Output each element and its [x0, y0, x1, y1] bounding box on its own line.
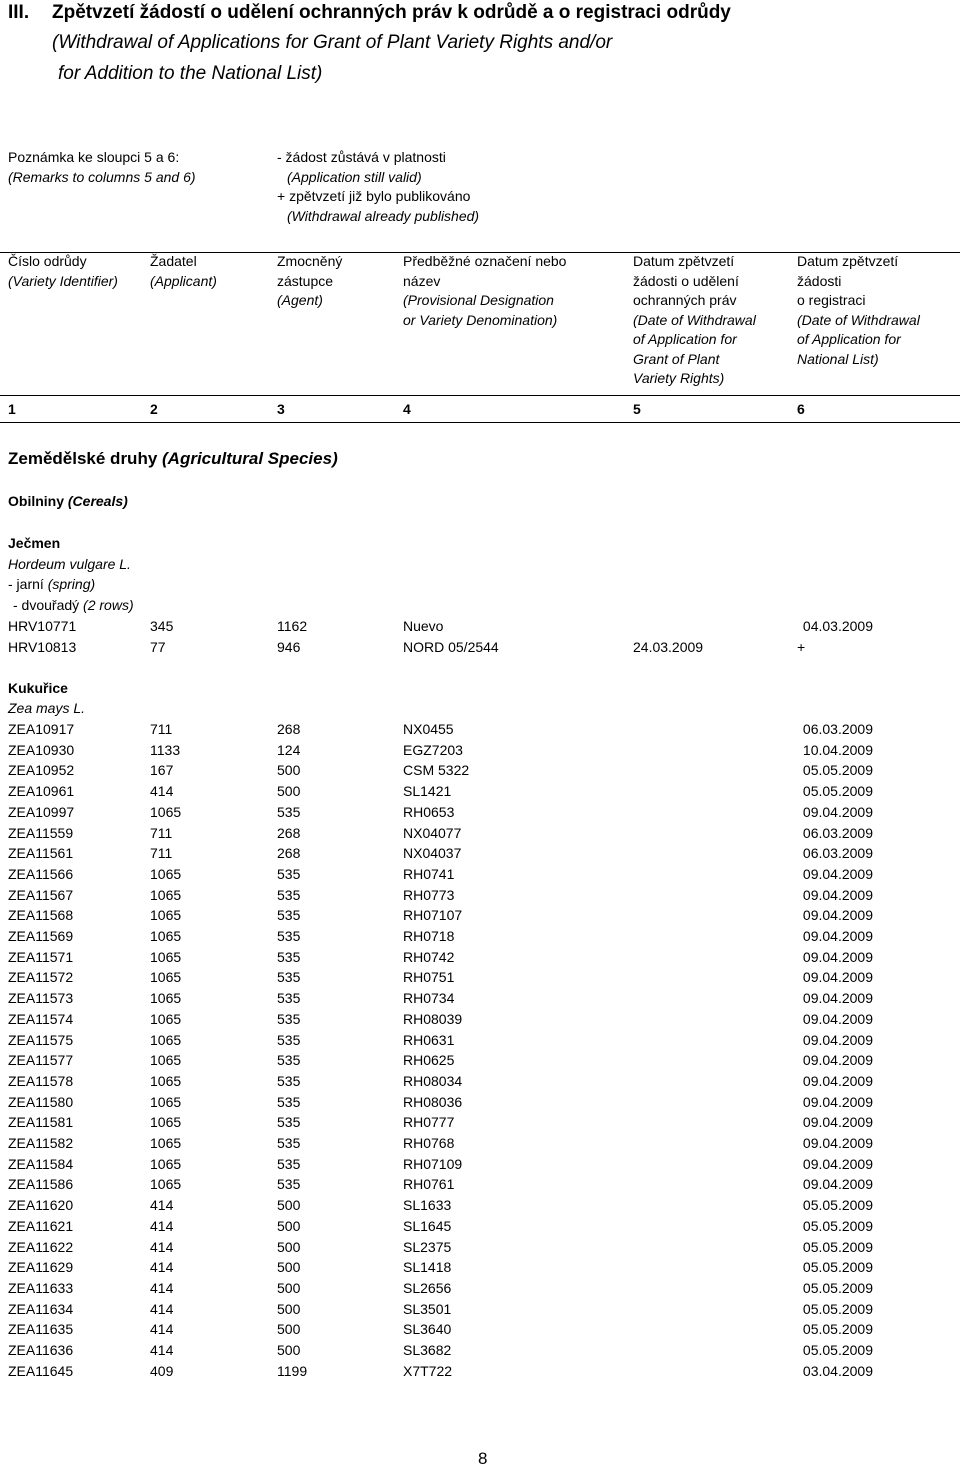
agent-code: 500 — [277, 1279, 301, 1296]
variety-identifier: ZEA11559 — [8, 824, 74, 841]
table-row — [0, 804, 960, 824]
variety-identifier: HRV10813 — [8, 638, 77, 655]
variety-designation: SL1421 — [403, 783, 452, 800]
table-row — [0, 1114, 960, 1134]
variety-designation: RH0773 — [403, 886, 455, 903]
table-row — [0, 1156, 960, 1176]
agent-code: 535 — [277, 803, 301, 820]
variety-identifier: ZEA11635 — [8, 1321, 74, 1338]
table-row — [0, 1363, 960, 1383]
agent-code: 500 — [277, 1217, 301, 1234]
variety-identifier: ZEA10997 — [8, 803, 75, 820]
variety-designation: RH0741 — [403, 865, 455, 882]
agent-code: 535 — [277, 969, 301, 986]
agent-code: 500 — [277, 783, 301, 800]
title-english-line1: (Withdrawal of Applications for Grant of Plant Variety Rights and/or — [52, 32, 613, 53]
applicant-code: 345 — [150, 618, 174, 634]
species-name-barley: Ječmen — [8, 535, 61, 551]
variety-identifier: ZEA11566 — [8, 865, 74, 882]
table-row — [0, 969, 960, 989]
applicant-code: 1065 — [150, 948, 182, 965]
applicant-code: 1065 — [150, 928, 182, 944]
applicant-code: 414 — [150, 1259, 174, 1276]
group-heading-en: (Cereals) — [67, 493, 128, 509]
table-row — [0, 721, 960, 741]
applicant-code: 414 — [150, 1279, 174, 1296]
column-header-4-line2: název — [403, 272, 441, 289]
table-row — [0, 928, 960, 948]
agent-code: 268 — [277, 824, 301, 841]
variety-designation: RH0777 — [403, 1114, 455, 1131]
variety-identifier: ZEA11629 — [8, 1259, 74, 1276]
remark-item2-en: (Withdrawal already published) — [287, 207, 480, 224]
variety-designation: RH0625 — [403, 1052, 455, 1069]
subtype-two-row-en: (2 rows) — [83, 597, 134, 613]
applicant-code: 1065 — [150, 1155, 182, 1172]
column-header-3-en: (Agent) — [277, 292, 323, 308]
applicant-code: 414 — [150, 783, 174, 800]
agent-code: 535 — [277, 1093, 301, 1110]
nl-withdrawal-date: 04.03.2009 — [802, 618, 873, 634]
nl-withdrawal-date: 09.04.2009 — [802, 948, 873, 965]
applicant-code: 1065 — [150, 1052, 182, 1069]
nl-withdrawal-date: 09.04.2009 — [802, 1155, 873, 1172]
column-header-4-en2: or Variety Denomination) — [403, 311, 558, 328]
variety-identifier: ZEA10961 — [8, 783, 75, 800]
column-header-6-en1: (Date of Withdrawal — [797, 311, 920, 328]
table-row — [0, 1218, 960, 1238]
agent-code: 500 — [277, 1300, 301, 1317]
pvr-withdrawal-date: 24.03.2009 — [633, 638, 704, 655]
column-header-5-line2: žádosti o udělení — [633, 272, 739, 289]
agent-code: 535 — [277, 865, 301, 882]
variety-designation: RH0761 — [403, 1176, 455, 1193]
nl-withdrawal-date: 09.04.2009 — [802, 865, 873, 882]
agent-code: 500 — [277, 1342, 301, 1358]
variety-identifier: ZEA11568 — [8, 907, 74, 924]
table-row — [0, 1073, 960, 1093]
variety-identifier: ZEA11573 — [8, 990, 74, 1007]
variety-identifier: ZEA11634 — [8, 1300, 74, 1317]
variety-identifier: ZEA11622 — [8, 1238, 74, 1255]
nl-withdrawal-date: 09.04.2009 — [802, 1093, 873, 1110]
column-header-2 — [150, 252, 217, 291]
variety-identifier: ZEA11636 — [8, 1342, 74, 1358]
nl-withdrawal-date: 05.05.2009 — [802, 1259, 873, 1276]
applicant-code: 1065 — [150, 1135, 182, 1151]
nl-withdrawal-date: 05.05.2009 — [802, 1321, 873, 1338]
variety-designation: RH07107 — [403, 907, 463, 924]
agent-code: 535 — [277, 907, 301, 924]
remark-item2-cz: + zpětvzetí již bylo publikováno — [277, 188, 471, 204]
table-row — [0, 907, 960, 927]
nl-withdrawal-date: + — [797, 638, 806, 655]
table-row — [0, 1259, 960, 1279]
column-header-5-en3: Grant of Plant — [633, 350, 720, 367]
variety-designation: SL2375 — [403, 1238, 452, 1255]
agent-code: 535 — [277, 990, 301, 1007]
group-heading-cz: Obilniny — [8, 493, 64, 509]
column-number-3: 3 — [277, 401, 285, 417]
column-number-4: 4 — [403, 401, 411, 417]
column-number-2: 2 — [150, 401, 158, 417]
nl-withdrawal-date: 03.04.2009 — [802, 1362, 873, 1379]
variety-designation: SL3682 — [403, 1342, 452, 1358]
nl-withdrawal-date: 05.05.2009 — [802, 783, 873, 800]
applicant-code: 414 — [150, 1300, 174, 1317]
column-header-4-en1: (Provisional Designation — [403, 292, 554, 308]
variety-designation: Nuevo — [403, 618, 444, 634]
subtype-spring-cz: - jarní — [8, 576, 44, 592]
table-row — [0, 1280, 960, 1300]
variety-designation: RH0653 — [403, 803, 455, 820]
agent-code: 535 — [277, 1114, 301, 1131]
column-number-5: 5 — [633, 401, 641, 417]
variety-designation: NX04037 — [403, 845, 462, 862]
variety-designation: NX0455 — [403, 721, 454, 737]
nl-withdrawal-date: 06.03.2009 — [802, 824, 873, 841]
variety-identifier: ZEA11575 — [8, 1031, 74, 1048]
variety-designation: SL1633 — [403, 1197, 452, 1214]
table-row — [0, 1094, 960, 1114]
variety-identifier: ZEA11569 — [8, 928, 74, 944]
group-heading — [8, 493, 128, 509]
variety-identifier: ZEA11633 — [8, 1279, 74, 1296]
agent-code: 500 — [277, 762, 301, 779]
table-row — [0, 1032, 960, 1052]
agent-code: 500 — [277, 1197, 301, 1214]
column-header-6-line1: Datum zpětvzetí — [797, 253, 899, 269]
table-row — [0, 639, 960, 659]
applicant-code: 414 — [150, 1217, 174, 1234]
table-row — [0, 1052, 960, 1072]
column-header-6-en2: of Application for — [797, 331, 901, 347]
agent-code: 535 — [277, 1135, 301, 1151]
applicant-code: 414 — [150, 1197, 174, 1214]
nl-withdrawal-date: 09.04.2009 — [802, 1072, 873, 1089]
table-row — [0, 1197, 960, 1217]
table-row — [0, 618, 960, 638]
applicant-code: 1065 — [150, 1072, 182, 1089]
variety-identifier: ZEA11621 — [8, 1217, 74, 1234]
agent-code: 535 — [277, 1176, 301, 1193]
variety-designation: CSM 5322 — [403, 762, 470, 779]
table-row — [0, 1176, 960, 1196]
divider-header — [0, 395, 960, 396]
table-row — [0, 825, 960, 845]
variety-identifier: ZEA11584 — [8, 1155, 74, 1172]
variety-identifier: ZEA11578 — [8, 1072, 74, 1089]
applicant-code: 1065 — [150, 1093, 182, 1110]
column-header-5-en1: (Date of Withdrawal — [633, 311, 756, 328]
variety-identifier: ZEA11574 — [8, 1010, 74, 1027]
column-header-6-en3: National List) — [797, 350, 879, 367]
variety-designation: EGZ7203 — [403, 741, 463, 758]
table-row — [0, 990, 960, 1010]
column-header-6 — [797, 252, 920, 369]
nl-withdrawal-date: 09.04.2009 — [802, 1114, 873, 1131]
applicant-code: 1065 — [150, 1176, 182, 1193]
agent-code: 268 — [277, 721, 301, 737]
variety-identifier: ZEA11582 — [8, 1135, 74, 1151]
variety-designation: RH0768 — [403, 1135, 455, 1151]
variety-designation: SL1418 — [403, 1259, 452, 1276]
variety-designation: SL3501 — [403, 1300, 452, 1317]
nl-withdrawal-date: 05.05.2009 — [802, 1217, 873, 1234]
variety-designation: RH07109 — [403, 1155, 463, 1172]
nl-withdrawal-date: 09.04.2009 — [802, 928, 873, 944]
variety-designation: RH0742 — [403, 948, 455, 965]
nl-withdrawal-date: 09.04.2009 — [802, 969, 873, 986]
applicant-code: 414 — [150, 1342, 174, 1358]
agent-code: 500 — [277, 1259, 301, 1276]
nl-withdrawal-date: 09.04.2009 — [802, 1010, 873, 1027]
variety-designation: NORD 05/2544 — [403, 638, 499, 655]
column-header-4 — [403, 252, 566, 330]
applicant-code: 167 — [150, 762, 174, 779]
agent-code: 535 — [277, 1072, 301, 1089]
remarks-items — [277, 148, 479, 226]
column-header-5-line1: Datum zpětvzetí — [633, 253, 735, 269]
applicant-code: 414 — [150, 1321, 174, 1338]
agent-code: 946 — [277, 638, 301, 655]
variety-identifier: ZEA11561 — [8, 845, 74, 862]
page-number: 8 — [478, 1449, 488, 1468]
agent-code: 268 — [277, 845, 301, 862]
column-numbers-row — [0, 401, 960, 421]
nl-withdrawal-date: 09.04.2009 — [802, 1031, 873, 1048]
applicant-code: 1133 — [150, 741, 181, 758]
variety-designation: RH08039 — [403, 1010, 463, 1027]
variety-identifier: ZEA11580 — [8, 1093, 74, 1110]
table-row — [0, 1239, 960, 1259]
column-header-3-line2: zástupce — [277, 272, 334, 289]
nl-withdrawal-date: 05.05.2009 — [802, 1279, 873, 1296]
variety-identifier: ZEA11620 — [8, 1197, 74, 1214]
applicant-code: 711 — [150, 845, 173, 862]
column-header-2-cz: Žadatel — [150, 253, 197, 269]
applicant-code: 1065 — [150, 865, 182, 882]
variety-designation: RH08036 — [403, 1093, 463, 1110]
column-header-1-cz: Číslo odrůdy — [8, 253, 87, 269]
species-latin-maize: Zea mays L. — [8, 700, 86, 716]
table-row — [0, 783, 960, 803]
nl-withdrawal-date: 05.05.2009 — [802, 1342, 873, 1358]
column-header-3 — [277, 252, 342, 311]
variety-identifier: ZEA10952 — [8, 762, 75, 779]
remarks-label-en: (Remarks to columns 5 and 6) — [8, 168, 196, 185]
column-header-1 — [8, 252, 118, 291]
variety-designation: SL2656 — [403, 1279, 452, 1296]
remark-item1-cz: - žádost zůstává v platnosti — [277, 149, 446, 165]
nl-withdrawal-date: 10.04.2009 — [802, 741, 873, 758]
applicant-code: 1065 — [150, 1031, 182, 1048]
subtype-spring-en: (spring) — [47, 576, 96, 592]
section-heading-en: (Agricultural Species) — [162, 449, 338, 468]
column-header-4-line1: Předběžné označení nebo — [403, 253, 567, 269]
column-header-3-line1: Zmocněný — [277, 253, 343, 269]
variety-identifier: ZEA11586 — [8, 1176, 74, 1193]
variety-designation: SL1645 — [403, 1217, 452, 1234]
nl-withdrawal-date: 06.03.2009 — [802, 845, 873, 862]
variety-identifier: ZEA11581 — [8, 1114, 74, 1131]
nl-withdrawal-date: 09.04.2009 — [802, 1176, 873, 1193]
column-header-5-line3: ochranných práv — [633, 292, 737, 308]
nl-withdrawal-date: 06.03.2009 — [802, 721, 873, 737]
column-header-5-en4: Variety Rights) — [633, 370, 725, 386]
table-row — [0, 1301, 960, 1321]
applicant-code: 1065 — [150, 803, 182, 820]
species-name-maize: Kukuřice — [8, 680, 68, 696]
table-row — [0, 1321, 960, 1341]
nl-withdrawal-date: 09.04.2009 — [802, 1135, 873, 1151]
column-header-6-line3: o registraci — [797, 292, 866, 308]
applicant-code: 711 — [150, 824, 173, 841]
species-latin-barley: Hordeum vulgare L. — [8, 556, 131, 572]
section-heading — [8, 449, 338, 469]
variety-designation: RH0718 — [403, 928, 455, 944]
nl-withdrawal-date: 09.04.2009 — [802, 886, 873, 903]
nl-withdrawal-date: 09.04.2009 — [802, 803, 873, 820]
variety-identifier: ZEA11567 — [8, 886, 74, 903]
agent-code: 535 — [277, 928, 301, 944]
variety-designation: RH0631 — [403, 1031, 455, 1048]
subtype-two-row — [13, 597, 134, 613]
title-english-line2: for Addition to the National List) — [58, 63, 323, 84]
agent-code: 1199 — [277, 1362, 308, 1379]
variety-designation: RH08034 — [403, 1072, 463, 1089]
nl-withdrawal-date: 05.05.2009 — [802, 1300, 873, 1317]
table-row — [0, 1011, 960, 1031]
variety-identifier: ZEA11577 — [8, 1052, 74, 1069]
divider-numbers — [0, 422, 960, 423]
remarks-label-cz: Poznámka ke sloupci 5 a 6: — [8, 149, 180, 165]
nl-withdrawal-date: 05.05.2009 — [802, 1238, 873, 1255]
subtype-two-row-cz: - dvouřadý — [13, 597, 80, 613]
applicant-code: 1065 — [150, 907, 182, 924]
column-number-6: 6 — [797, 401, 805, 417]
agent-code: 124 — [277, 741, 301, 758]
variety-designation: NX04077 — [403, 824, 462, 841]
table-row — [0, 1135, 960, 1155]
column-header-1-en: (Variety Identifier) — [8, 272, 118, 289]
table-row — [0, 762, 960, 782]
agent-code: 535 — [277, 1052, 301, 1069]
variety-identifier: HRV10771 — [8, 618, 77, 634]
agent-code: 1162 — [277, 618, 308, 634]
remark-item1-en: (Application still valid) — [287, 168, 422, 185]
variety-identifier: ZEA10917 — [8, 721, 75, 737]
variety-identifier: ZEA11572 — [8, 969, 74, 986]
table-row — [0, 845, 960, 865]
column-number-1: 1 — [8, 401, 16, 417]
title-czech: Zpětvzetí žádostí o udělení ochranných práv k odrůdě a o registraci odrůdy — [52, 2, 731, 23]
applicant-code: 77 — [150, 638, 166, 655]
section-number: III. — [8, 2, 30, 23]
column-header-5-en2: of Application for — [633, 331, 737, 347]
applicant-code: 711 — [150, 721, 173, 737]
variety-designation: X7T722 — [403, 1362, 453, 1379]
applicant-code: 1065 — [150, 1010, 182, 1027]
variety-identifier: ZEA10930 — [8, 741, 75, 758]
applicant-code: 1065 — [150, 886, 182, 903]
applicant-code: 1065 — [150, 990, 182, 1007]
table-row — [0, 949, 960, 969]
agent-code: 535 — [277, 886, 301, 903]
applicant-code: 1065 — [150, 1114, 182, 1131]
table-row — [0, 1342, 960, 1362]
column-header-5 — [633, 252, 756, 389]
variety-identifier: ZEA11645 — [8, 1362, 74, 1379]
agent-code: 535 — [277, 1010, 301, 1027]
nl-withdrawal-date: 05.05.2009 — [802, 762, 873, 779]
variety-designation: RH0734 — [403, 990, 455, 1007]
agent-code: 535 — [277, 1031, 301, 1048]
variety-identifier: ZEA11571 — [8, 948, 74, 965]
section-heading-cz: Zemědělské druhy — [8, 449, 158, 468]
subtype-spring — [8, 576, 95, 592]
nl-withdrawal-date: 09.04.2009 — [802, 990, 873, 1007]
agent-code: 535 — [277, 1155, 301, 1172]
variety-designation: SL3640 — [403, 1321, 452, 1338]
column-header-6-line2: žádosti — [797, 272, 842, 289]
applicant-code: 409 — [150, 1362, 174, 1379]
agent-code: 500 — [277, 1321, 301, 1338]
agent-code: 535 — [277, 948, 301, 965]
variety-designation: RH0751 — [403, 969, 455, 986]
nl-withdrawal-date: 05.05.2009 — [802, 1197, 873, 1214]
nl-withdrawal-date: 09.04.2009 — [802, 907, 873, 924]
page-title — [8, 2, 731, 24]
applicant-code: 1065 — [150, 969, 182, 986]
table-row — [0, 742, 960, 762]
table-row — [0, 866, 960, 886]
nl-withdrawal-date: 09.04.2009 — [802, 1052, 873, 1069]
remarks-label — [8, 148, 196, 187]
table-row — [0, 887, 960, 907]
column-header-2-en: (Applicant) — [150, 272, 217, 289]
applicant-code: 414 — [150, 1238, 174, 1255]
agent-code: 500 — [277, 1238, 301, 1255]
